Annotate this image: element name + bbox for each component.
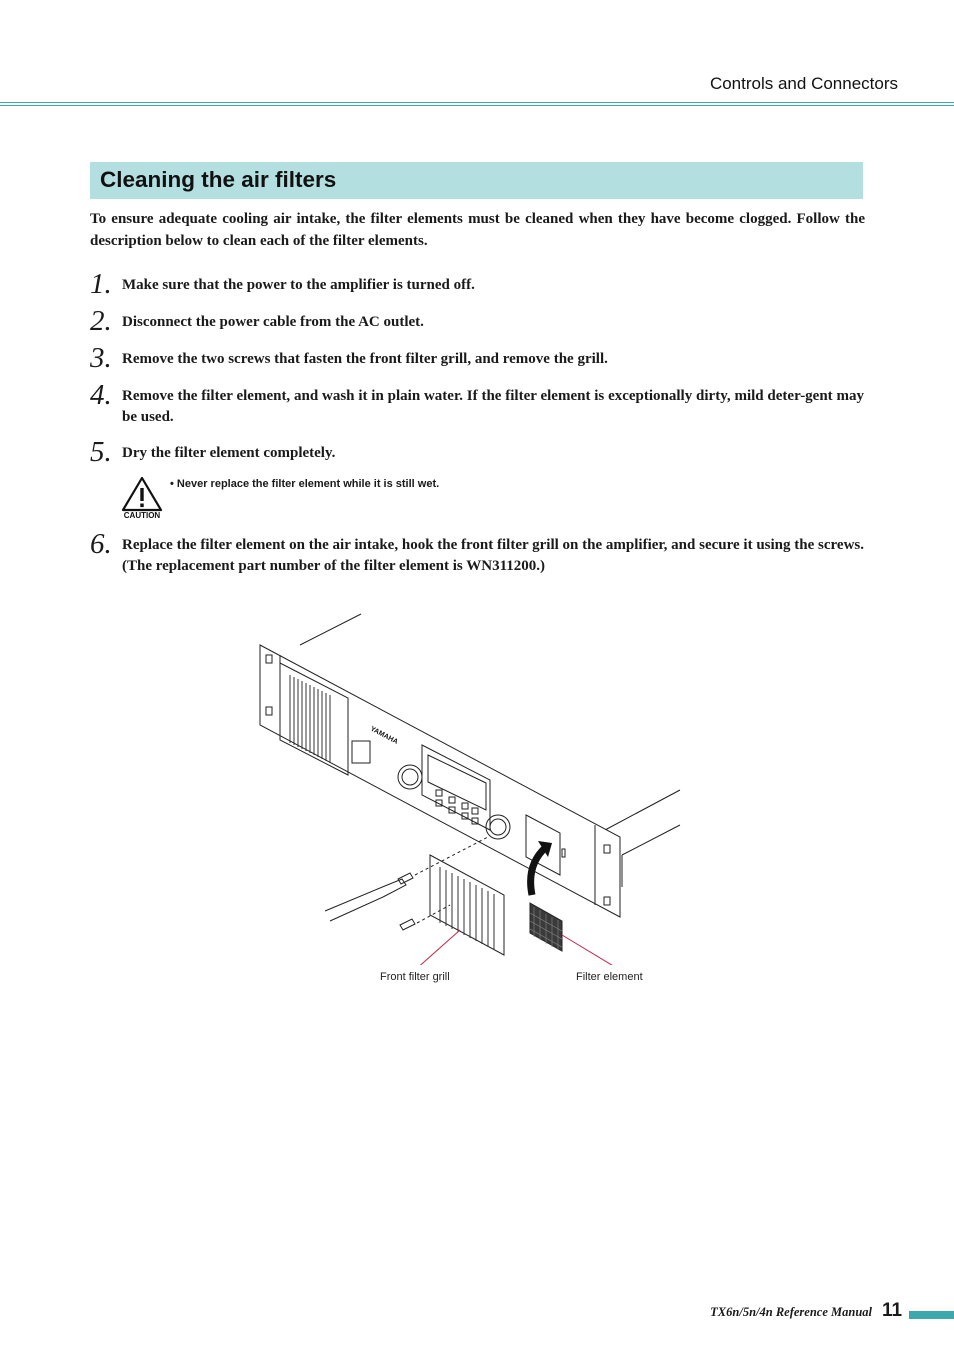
caution-label: CAUTION [123,511,161,520]
brand-logo: YAMAHA [369,725,399,746]
step-number: 2. [90,305,112,337]
amplifier-filter-illustration [250,605,690,983]
footer-accent-bar [909,1311,954,1319]
running-header: Controls and Connectors [709,74,898,93]
header-rule-top [0,102,954,103]
step-text: Remove the filter element, and wash it in plain water. If the filter element is exceptionally dirty, mild deter-gent may be used. [122,388,864,425]
step-number: 3. [90,342,112,374]
intro-paragraph: To ensure adequate cooling air intake, the filter elements must be cleaned when they have become clogged. Follow the description below to clean each of the filter elements. [90,211,865,249]
section-heading-bar [90,162,863,199]
step-text: Remove the two screws that fasten the front filter grill, and remove the grill. [122,351,608,367]
page-number: 11 [882,1300,903,1321]
step-number: 1. [90,268,112,300]
step-text: Replace the filter element on the air intake, hook the front filter grill on the amplifier, and secure it using the screws. (The replacement part number of the filter element is WN311200.) [122,537,864,574]
step-number: 5. [90,436,112,468]
caution-icon [120,476,164,520]
step-number: 4. [90,379,112,411]
amplifier-diagram [250,605,690,965]
label-front-filter-grill: Front filter grill [380,971,450,983]
step-text: Disconnect the power cable from the AC outlet. [122,314,424,330]
step-text: Make sure that the power to the amplifier is turned off. [122,277,475,293]
header-rule-bottom [0,105,954,106]
caution-text: • Never replace the filter element while it is still wet. [170,478,440,490]
footer-manual-title: TX6n/5n/4n Reference Manual [710,1305,872,1319]
label-filter-element: Filter element [576,971,643,983]
step-number: 6. [90,528,112,560]
step-text: Dry the filter element completely. [122,445,336,461]
section-title: Cleaning the air filters [100,167,337,192]
